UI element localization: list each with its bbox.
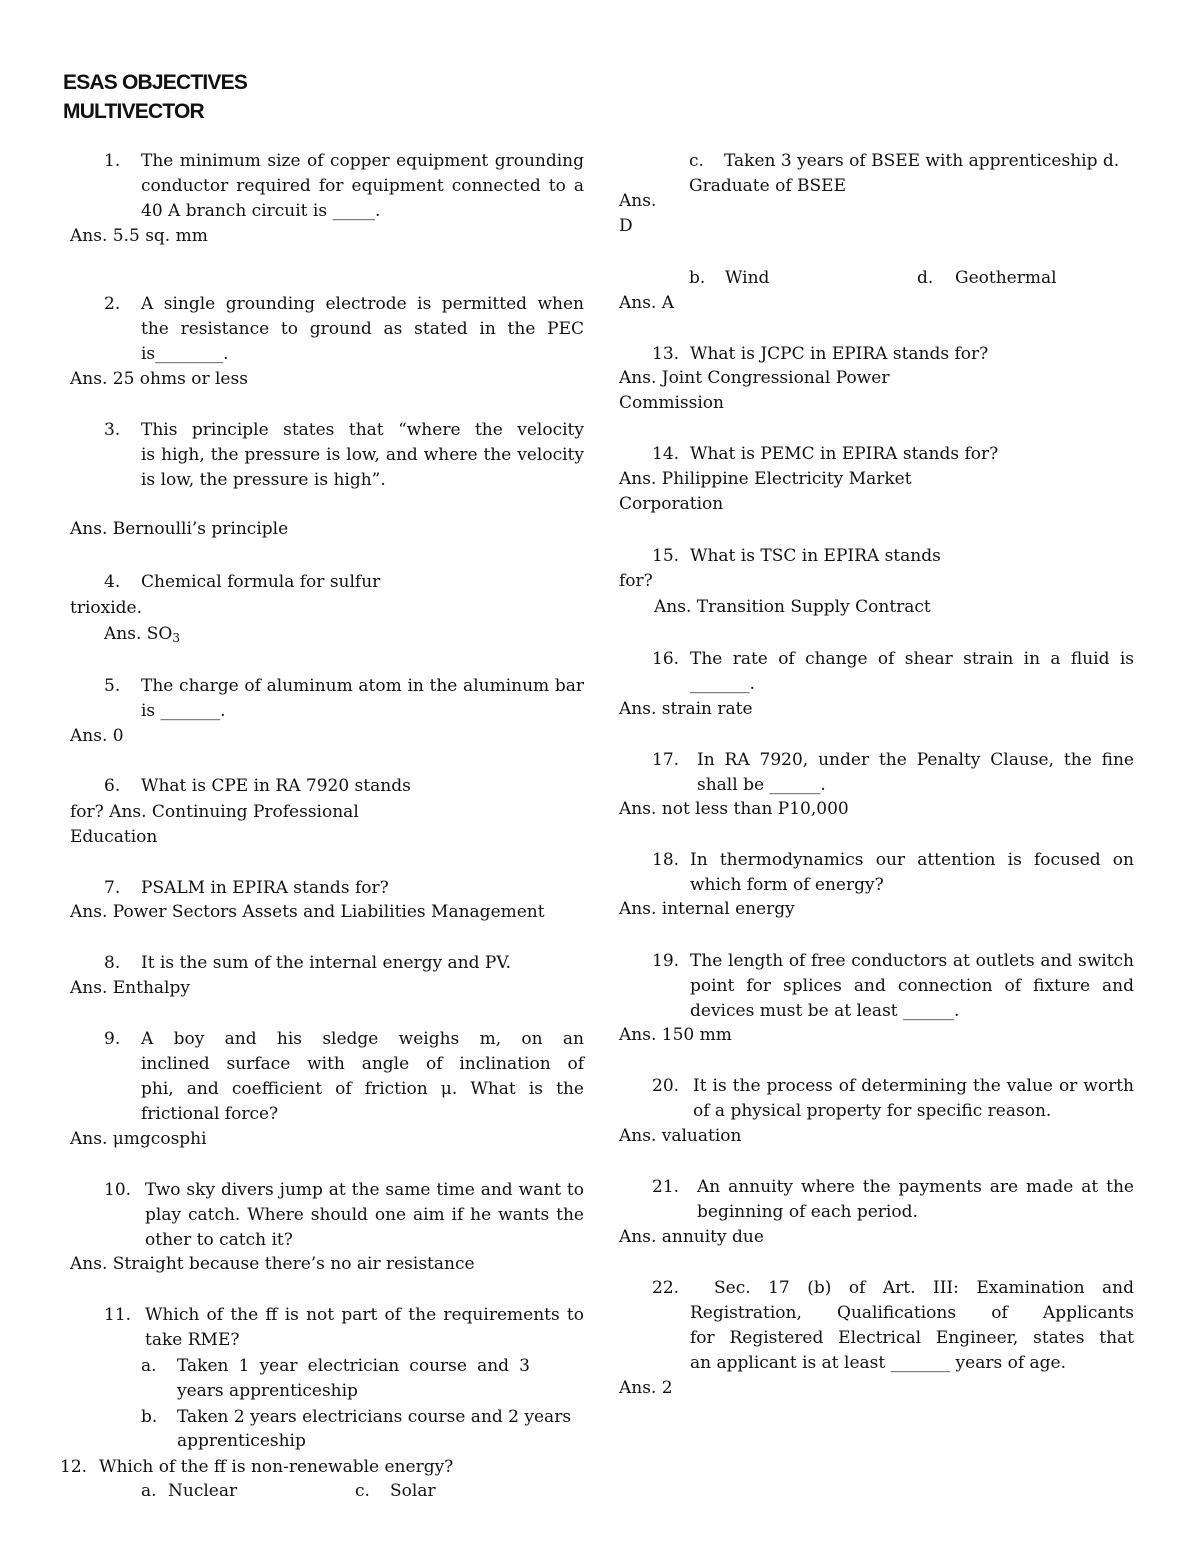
q13-text: What is JCPC in EPIRA stands for? [690,344,989,364]
q4-number: 4. [104,572,121,592]
q18-answer: Ans. internal energy [619,899,795,919]
q6-text-line3: Education [70,827,158,847]
q12-option-d-letter: d. [917,268,934,288]
q21-answer: Ans. annuity due [619,1227,764,1247]
q11-option-b-line1: Taken 2 years electricians course and 2 years [177,1407,572,1427]
q9-number: 9. [104,1029,121,1049]
q14-text: What is PEMC in EPIRA stands for? [690,444,999,464]
q4-text-line1: Chemical formula for sulfur [141,572,381,592]
q20-number: 20. [652,1076,680,1096]
q4-answer: Ans. $SO_3$ [104,624,180,645]
q8-text: It is the sum of the internal energy and PV. [141,953,512,973]
q7-answer: Ans. Power Sectors Assets and Liabilities Management [70,902,545,922]
q15-answer: Ans. Transition Supply Contract [654,597,931,617]
q11-answer-value: D [619,216,633,236]
page-title-line2: MULTIVECTOR [63,100,204,123]
q12-answer: Ans. A [619,293,675,313]
q10-answer: Ans. Straight because there’s no air resistance [70,1254,475,1274]
q2-text: A single grounding electrode is permitted when the resistance to ground as stated in the PEC is________. [141,294,584,364]
q11-answer-label: Ans. [619,191,657,211]
q14-number: 14. [652,444,680,464]
q18-text: In thermodynamics our attention is focused on which form of energy? [690,850,1134,895]
q8-number: 8. [104,953,121,973]
q14-answer-line1: Ans. Philippine Electricity Market [619,469,912,489]
q17-text: In RA 7920, under the Penalty Clause, the fine shall be ______. [697,750,1134,795]
q9-text: A boy and his sledge weighs m, on an inclined surface with angle of inclination of phi, and coefficient of friction μ. What is the frictional force? [141,1029,584,1124]
q12-text: Which of the ff is non-renewable energy? [99,1457,454,1477]
q17-answer: Ans. not less than P10,000 [619,799,849,819]
q1-answer: Ans. 5.5 sq. mm [70,226,208,246]
q6-text-line1: What is CPE in RA 7920 stands [141,776,411,796]
q3-number: 3. [104,420,121,440]
q11-number: 11. [104,1305,132,1325]
q13-answer-line2: Commission [619,393,724,413]
q22-answer: Ans. 2 [619,1378,673,1398]
q12-option-a: Nuclear [168,1481,238,1501]
q22-text: Sec. 17 (b) of Art. III: Examination and Registration, Qualifications of Applicants for Registered Electrical Engineer, states that an applicant is at least _______ years of age. [690,1278,1134,1373]
q12-option-c-letter: c. [355,1481,370,1501]
q13-number: 13. [652,344,680,364]
q3-answer: Ans. Bernoulli’s principle [70,519,289,539]
q1-text: The minimum size of copper equipment grounding conductor required for equipment connected to a 40 A branch circuit is _____. [141,151,584,221]
q5-number: 5. [104,676,121,696]
q10-text: Two sky divers jump at the same time and want to play catch. Where should one aim if he wants the other to catch it? [145,1180,584,1250]
page-title-line1: ESAS OBJECTIVES [63,71,248,94]
q12-option-b: Wind [725,268,770,288]
q2-answer: Ans. 25 ohms or less [70,369,248,389]
q11-text: Which of the ff is not part of the requirements to take RME? [145,1305,584,1350]
q10-number: 10. [104,1180,132,1200]
q16-number: 16. [652,649,680,669]
q5-answer: Ans. 0 [70,726,124,746]
q11-option-b-letter: b. [141,1407,158,1427]
q11-option-a-letter: a. [141,1356,157,1376]
q22-number: 22. [652,1278,680,1298]
q15-text-line2: for? [619,571,653,591]
q11-option-b-line2: apprenticeship [177,1431,306,1451]
q7-text: PSALM in EPIRA stands for? [141,878,389,898]
q12-option-b-letter: b. [689,268,706,288]
q1-number: 1. [104,151,121,171]
q20-text: It is the process of determining the value or worth of a physical property for specific reason. [693,1076,1134,1121]
q2-number: 2. [104,294,121,314]
q13-answer-line1: Ans. Joint Congressional Power [619,368,890,388]
q14-answer-line2: Corporation [619,494,724,514]
q12-option-a-letter: a. [141,1481,157,1501]
q6-text-line2: for? Ans. Continuing Professional [70,802,359,822]
q11-option-d: Graduate of BSEE [689,176,846,196]
q17-number: 17. [652,750,680,770]
q3-text: This principle states that “where the velocity is high, the pressure is low, and where the velocity is low, the pressure is high”. [141,420,584,490]
q15-text-line1: What is TSC in EPIRA stands [690,546,941,566]
q5-text: The charge of aluminum atom in the aluminum bar is _______. [141,676,584,721]
q9-answer: Ans. μmgcosphi [70,1129,207,1149]
q8-answer: Ans. Enthalpy [70,978,190,998]
q11-option-c-letter: c. [689,151,704,171]
q20-answer: Ans. valuation [619,1126,742,1146]
q4-text-line2: trioxide. [70,598,143,618]
q19-number: 19. [652,951,680,971]
q11-option-c: Taken 3 years of BSEE with apprenticeship d. [724,151,1120,171]
q19-answer: Ans. 150 mm [619,1025,732,1045]
q12-option-d: Geothermal [955,268,1057,288]
q15-number: 15. [652,546,680,566]
q7-number: 7. [104,878,121,898]
q6-number: 6. [104,776,121,796]
q11-option-a: Taken 1 year electrician course and 3 years apprenticeship [177,1356,530,1401]
q16-answer: Ans. strain rate [619,699,753,719]
q16-text: The rate of change of shear strain in a fluid is _______. [690,649,1134,694]
q12-option-c: Solar [390,1481,436,1501]
q19-text: The length of free conductors at outlets and switch point for splices and connection of fixture and devices must be at least ______. [690,951,1134,1021]
q12-number: 12. [60,1457,88,1477]
q18-number: 18. [652,850,680,870]
q21-number: 21. [652,1177,680,1197]
q21-text: An annuity where the payments are made at the beginning of each period. [697,1177,1134,1222]
